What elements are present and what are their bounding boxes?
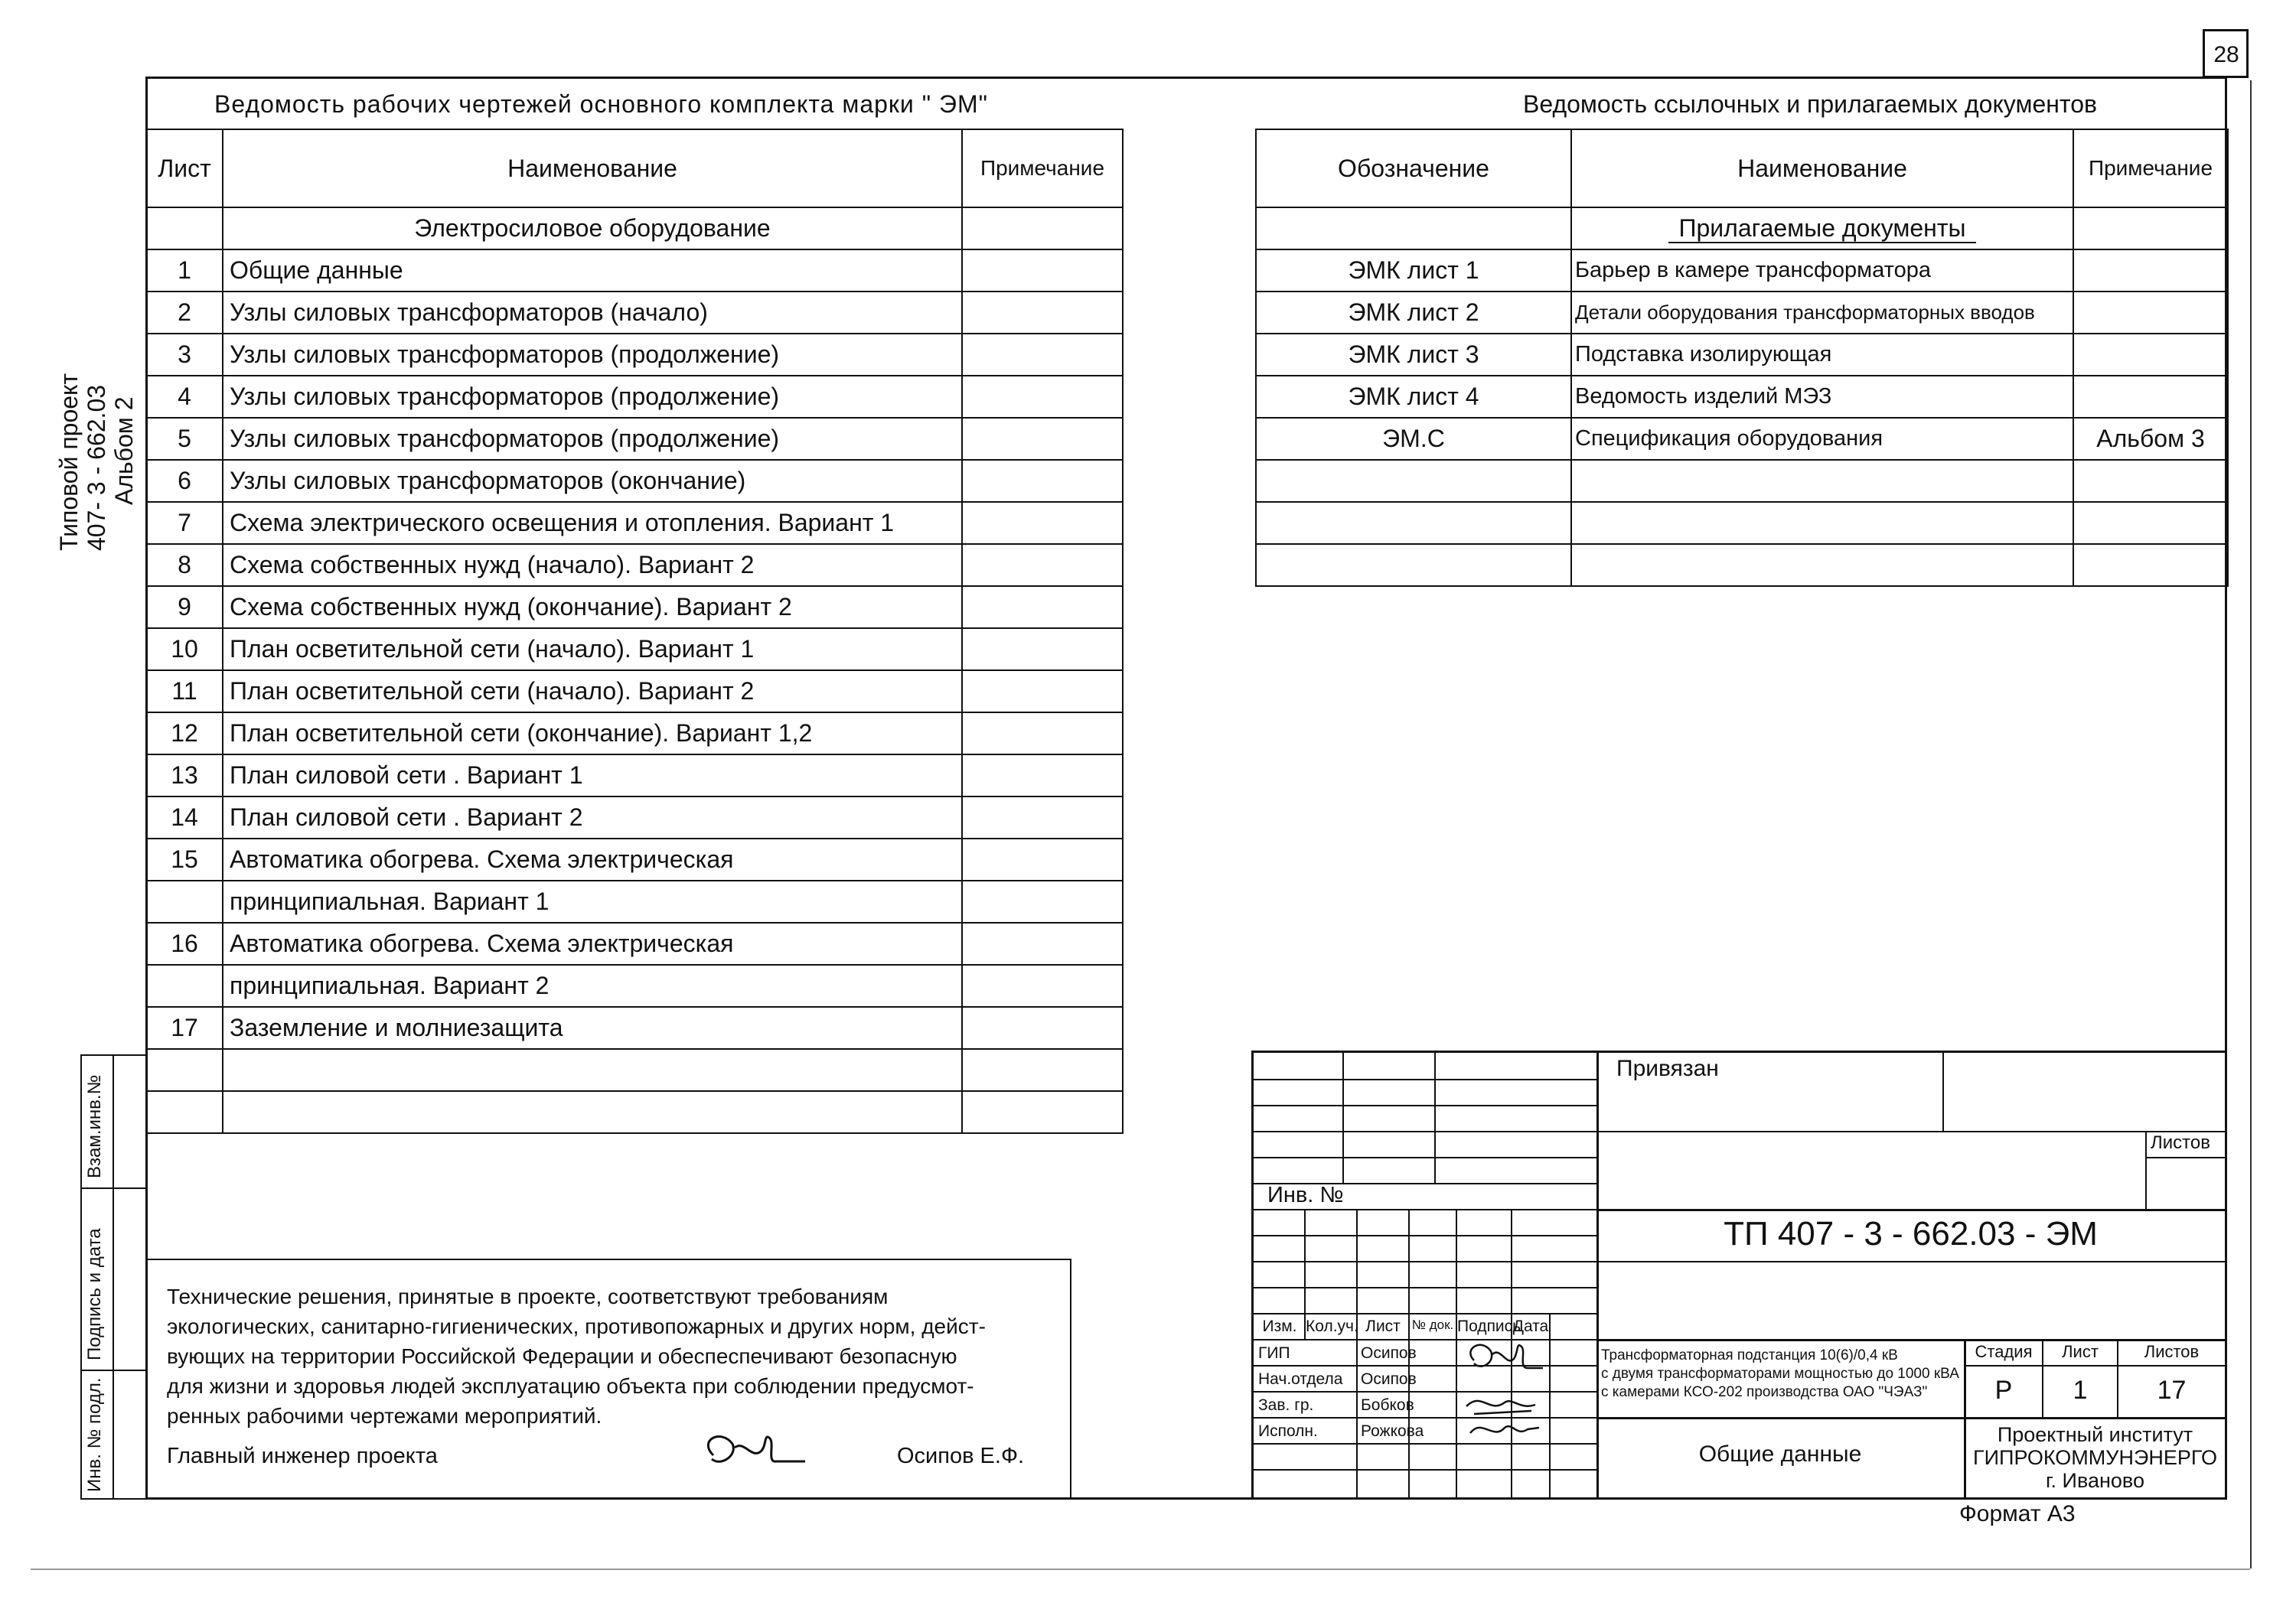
row-title: План осветительной сети (начало). Вариант 2: [223, 670, 962, 712]
sheet-value: 1: [2073, 1376, 2088, 1405]
left-table-row: [146, 923, 1123, 965]
margin-field-inv: Инв. № подл.: [84, 1377, 105, 1492]
row-title: Автоматика обогрева. Схема электрическая: [223, 923, 962, 965]
chief-engineer-role: Главный инженер проекта: [167, 1444, 438, 1468]
row-sheet-number: 14: [146, 796, 223, 839]
person-name: Бобков: [1361, 1396, 1414, 1414]
person-role: ГИП: [1258, 1344, 1290, 1362]
outer-edge-line: [2250, 80, 2252, 1569]
left-header-sheet: Лист: [146, 129, 223, 207]
note-line: для жизни и здоровья людей эксплуатацию объекта при соблюдении предусмот-: [167, 1374, 974, 1398]
row-title: Узлы силовых трансформаторов (начало): [223, 292, 962, 334]
sheets-label: Листов: [2144, 1342, 2200, 1361]
left-table-row: [146, 1007, 1123, 1049]
side-label: [55, 373, 138, 551]
row-sheet-number: 11: [146, 670, 223, 712]
row-sheet-number: 1: [146, 249, 223, 292]
left-table-title: Ведомость рабочих чертежей основного комплекта марки " ЭМ": [214, 90, 988, 118]
doc-code: ЭМК лист 3: [1256, 334, 1571, 376]
col-header-list: Лист: [1365, 1318, 1401, 1335]
org-line: ГИПРОКОММУНЭНЕРГО: [1973, 1446, 2217, 1469]
object-line: с двумя трансформаторами мощностью до 1000 кВА: [1601, 1366, 1959, 1382]
right-table-row: [1256, 249, 2228, 292]
object-line: Трансформаторная подстанция 10(6)/0,4 кВ: [1601, 1347, 1898, 1363]
organization: [1965, 1423, 2225, 1492]
right-table: [1255, 129, 2229, 587]
doc-note: Альбом 3: [2073, 418, 2228, 460]
left-table-row: [146, 249, 1123, 292]
left-header-name: Наименование: [223, 129, 962, 207]
left-table-row: [146, 628, 1123, 670]
note-text: [167, 1282, 986, 1431]
row-sheet-number: 8: [146, 544, 223, 586]
left-table: [145, 129, 1124, 1134]
left-section-title: Электросиловое оборудование: [223, 207, 962, 249]
object-line: с камерами КСО-202 производства ОАО "ЧЭАЗ": [1601, 1384, 1928, 1400]
left-table-row: [146, 754, 1123, 796]
paper-format: Формат А3: [1959, 1501, 2076, 1526]
row-title: Схема собственных нужд (окончание). Вариант 2: [223, 586, 962, 628]
row-sheet-number: 12: [146, 712, 223, 754]
drawing-designation: ТП 407 - 3 - 662.03 - ЭМ: [1724, 1215, 2098, 1253]
corner-number-box: [2203, 29, 2249, 78]
row-sheet-number: 13: [146, 754, 223, 796]
title-block-signatures: [1459, 1337, 1551, 1452]
doc-name: Ведомость изделий МЭЗ: [1571, 376, 2073, 418]
object-description: [1601, 1347, 1959, 1402]
side-label-line1: Типовой проект: [55, 373, 83, 551]
row-title: Схема электрического освещения и отопления. Вариант 1: [223, 502, 962, 544]
right-table-row: [1256, 334, 2228, 376]
right-table-row: [1256, 376, 2228, 418]
row-sheet-number: 15: [146, 839, 223, 881]
right-header-code: Обозначение: [1256, 129, 1571, 207]
row-sheet-number: 10: [146, 628, 223, 670]
row-title: Узлы силовых трансформаторов (продолжение): [223, 376, 962, 418]
left-table-row: [146, 881, 1123, 923]
title-block: [1251, 1051, 2227, 1500]
doc-name: Барьер в камере трансформатора: [1571, 249, 2073, 292]
person-role: Нач.отдела: [1258, 1370, 1343, 1388]
row-title: Узлы силовых трансформаторов (продолжение): [223, 418, 962, 460]
doc-note: [2073, 334, 2228, 376]
person-name: Осипов: [1361, 1344, 1417, 1362]
row-title: Заземление и молниезащита: [223, 1007, 962, 1049]
row-title: Общие данные: [223, 249, 962, 292]
note-box: [145, 1259, 1071, 1500]
row-title: План осветительной сети (начало). Вариант 1: [223, 628, 962, 670]
sheets-value: 17: [2157, 1376, 2187, 1405]
row-sheet-number: 7: [146, 502, 223, 544]
col-header-date: Дата: [1512, 1318, 1549, 1335]
side-label-line2: 407- 3 - 662.03: [83, 384, 110, 551]
sheet-label: Лист: [2062, 1342, 2099, 1361]
note-line: экологических, санитарно-гигиенических, противопожарных и других норм, дейст-: [167, 1314, 986, 1338]
chief-engineer-name: Осипов Е.Ф.: [897, 1444, 1025, 1468]
left-table-row: [146, 670, 1123, 712]
left-table-row: [146, 292, 1123, 334]
person-role: Исполн.: [1258, 1422, 1318, 1440]
row-sheet-number: 3: [146, 334, 223, 376]
doc-code: ЭМК лист 1: [1256, 249, 1571, 292]
doc-name: Детали оборудования трансформаторных вводов: [1571, 292, 2073, 334]
row-title: План силовой сети . Вариант 2: [223, 796, 962, 839]
org-line: Проектный институт: [1997, 1423, 2193, 1446]
doc-name: Спецификация оборудования: [1571, 418, 2073, 460]
row-sheet-number: 4: [146, 376, 223, 418]
row-title: План силовой сети . Вариант 1: [223, 754, 962, 796]
inv-number-label: Инв. №: [1267, 1183, 1344, 1207]
right-table-row: [1256, 418, 2228, 460]
doc-note: [2073, 376, 2228, 418]
stage-value: Р: [1994, 1376, 2013, 1405]
doc-code: ЭМ.С: [1256, 418, 1571, 460]
side-label-line3: Альбом 2: [110, 396, 138, 505]
note-line: вующих на территории Российской Федерации и обеспеспечивают безопасную: [167, 1344, 957, 1368]
margin-field-signature: Подпись и дата: [84, 1228, 105, 1360]
person-role: Зав. гр.: [1258, 1396, 1314, 1414]
left-table-row: [146, 460, 1123, 502]
person-name: Рожкова: [1361, 1422, 1424, 1440]
right-section-title: Прилагаемые документы: [1668, 214, 1977, 243]
row-sheet-number: 2: [146, 292, 223, 334]
row-sheet-number: 6: [146, 460, 223, 502]
row-title: принципиальная. Вариант 1: [223, 881, 962, 923]
row-sheet-number: [146, 881, 223, 923]
stage-label: Стадия: [1975, 1342, 2033, 1361]
left-table-row: [146, 712, 1123, 754]
row-title: Узлы силовых трансформаторов (продолжение): [223, 334, 962, 376]
left-table-row: [146, 502, 1123, 544]
chief-engineer-signature: [690, 1425, 820, 1478]
left-header-note: Примечание: [962, 129, 1123, 207]
row-title: принципиальная. Вариант 2: [223, 965, 962, 1007]
row-title: План осветительной сети (окончание). Вариант 1,2: [223, 712, 962, 754]
margin-field-zam: Взам.инв.№: [84, 1074, 105, 1178]
doc-code: ЭМК лист 4: [1256, 376, 1571, 418]
row-title: Схема собственных нужд (начало). Вариант 2: [223, 544, 962, 586]
note-line: Технические решения, принятые в проекте, соответствуют требованиям: [167, 1285, 889, 1308]
right-header-name: Наименование: [1571, 129, 2073, 207]
left-table-row: [146, 839, 1123, 881]
row-sheet-number: 17: [146, 1007, 223, 1049]
doc-code: ЭМК лист 2: [1256, 292, 1571, 334]
row-sheet-number: 16: [146, 923, 223, 965]
right-table-title: Ведомость ссылочных и прилагаемых документов: [1523, 90, 2097, 118]
row-title: Автоматика обогрева. Схема электрическая: [223, 839, 962, 881]
sheet-corner-number: 28: [2213, 42, 2239, 67]
left-table-row: [146, 418, 1123, 460]
doc-note: [2073, 249, 2228, 292]
left-table-row: [146, 544, 1123, 586]
listov-top-label: Листов: [2151, 1132, 2210, 1153]
col-header-doc: № док.: [1411, 1318, 1454, 1332]
left-table-row: [146, 965, 1123, 1007]
bottom-edge-line: [31, 1569, 2250, 1570]
row-sheet-number: 5: [146, 418, 223, 460]
note-line: ренных рабочими чертежами мероприятий.: [167, 1404, 602, 1428]
person-name: Осипов: [1361, 1370, 1417, 1388]
col-header-signature: Подпись: [1457, 1318, 1521, 1335]
doc-note: [2073, 292, 2228, 334]
row-sheet-number: 9: [146, 586, 223, 628]
col-header-kol: Кол.уч.: [1306, 1318, 1358, 1335]
left-table-row: [146, 334, 1123, 376]
sheet-title: Общие данные: [1698, 1441, 1862, 1467]
col-header-izm: Изм.: [1262, 1318, 1297, 1335]
right-header-note: Примечание: [2073, 129, 2228, 207]
left-table-row: [146, 376, 1123, 418]
doc-name: Подставка изолирующая: [1571, 334, 2073, 376]
left-table-row: [146, 586, 1123, 628]
privyazan-label: Привязан: [1616, 1056, 1719, 1081]
org-line: г. Иваново: [2045, 1469, 2144, 1492]
row-title: Узлы силовых трансформаторов (окончание): [223, 460, 962, 502]
left-table-row: [146, 796, 1123, 839]
right-table-row: [1256, 292, 2228, 334]
row-sheet-number: [146, 965, 223, 1007]
